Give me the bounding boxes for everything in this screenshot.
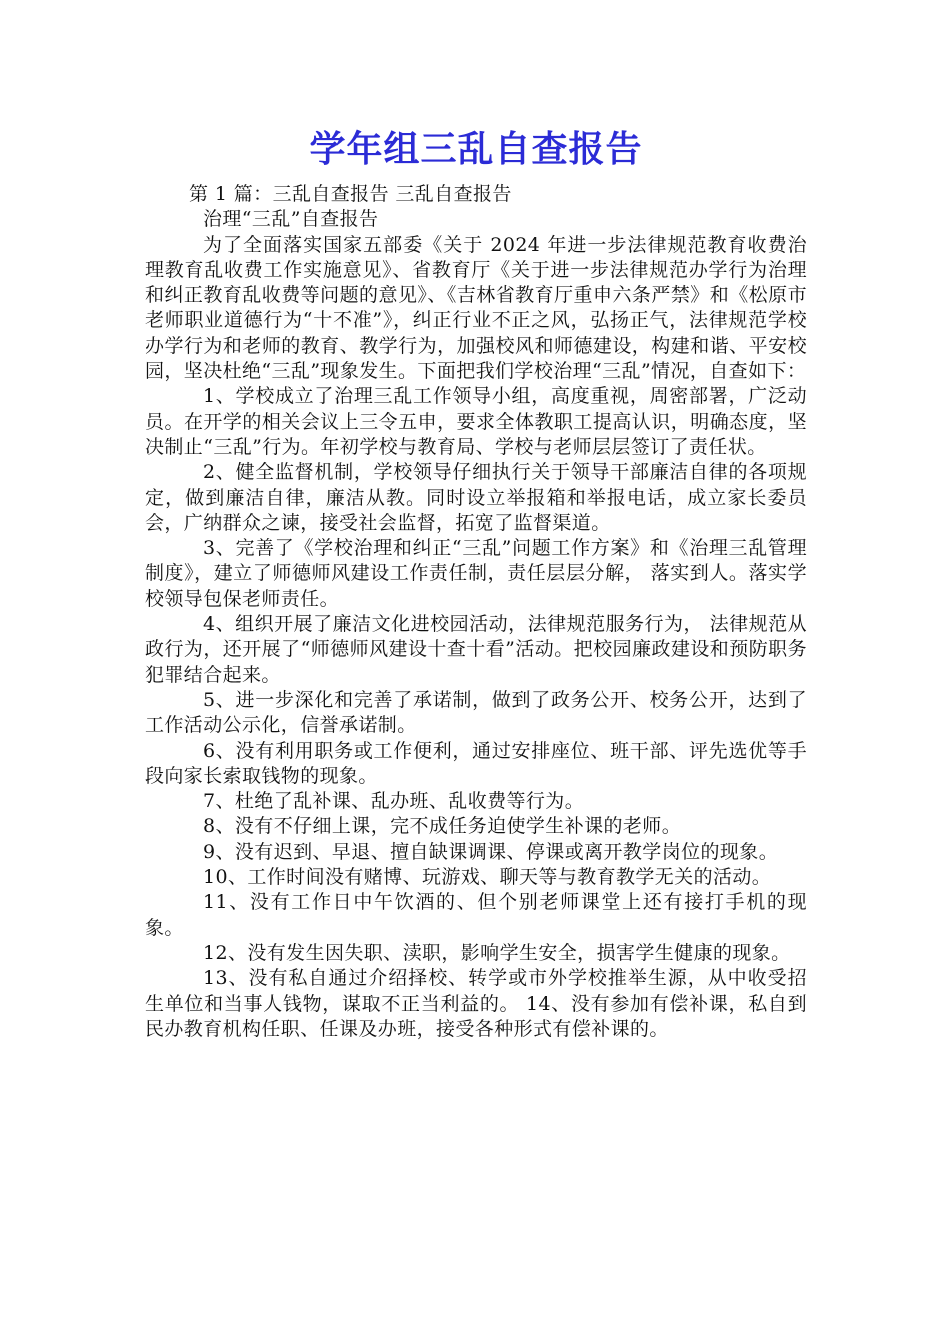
- list-item: 3、完善了《学校治理和纠正“三乱”问题工作方案》和《治理三乱管理制度》，建立了师德师风建设工作责任制，责任层层分解， 落实到人。落实学校领导包保老师责任。: [145, 537, 807, 610]
- list-item: 8、没有不仔细上课，完不成任务迫使学生补课的老师。: [203, 815, 682, 838]
- list-item: 9、没有迟到、早退、擅自缺课调课、停课或离开教学岗位的现象。: [203, 840, 779, 863]
- intro-paragraph: 为了全面落实国家五部委《关于 2024 年进一步法律规范教育收费治理教育乱收费工作实施意见》、省教育厅《关于进一步法律规范办学行为治理和纠正教育乱收费等问题的意见》、《吉林省教育厅重申六条严禁》和《松原市老师职业道德行为“十不准”》，纠正行业不正之风，弘扬正气，法律规范学校办学行为和老师的教育、教学行为，加强校风和师德建设，构建和谐、平安校园，坚决杜绝“三乱”现象发生。下面把我们学校治理“三乱”情况，自查如下：: [145, 233, 807, 383]
- list-item: 1、学校成立了治理三乱工作领导小组，高度重视，周密部署，广泛动员。在开学的相关会议上三令五申，要求全体教职工提高认识，明确态度，坚决制止“三乱”行为。年初学校与教育局、学校与老师层层签订了责任状。: [145, 385, 807, 458]
- list-item: 13、没有私自通过介绍择校、转学或市外学校推举生源，从中收受招生单位和当事人钱物，谋取不正当利益的。 14、没有参加有偿补课，私自到民办教育机构任职、任课及办班，接受各种形式有偿补课的。: [145, 967, 807, 1040]
- list-item: 6、没有利用职务或工作便利，通过安排座位、班干部、评先选优等手段向家长索取钱物的现象。: [145, 739, 807, 787]
- list-item: 7、杜绝了乱补课、乱办班、乱收费等行为。: [203, 790, 585, 813]
- list-item: 2、健全监督机制，学校领导仔细执行关于领导干部廉洁自律的各项规定，做到廉洁自律，廉洁从教。同时设立举报箱和举报电话，成立家长委员会，广纳群众之谏，接受社会监督，拓宽了监督渠道。: [145, 461, 807, 534]
- document-page: [145, 120, 807, 1042]
- document-title: 学年组三乱自查报告: [309, 129, 643, 170]
- list-item: 11、没有工作日中午饮酒的、但个别老师课堂上还有接打手机的现象。: [145, 891, 807, 939]
- document-subtitle: 第 1 篇：三乱自查报告 三乱自查报告: [189, 183, 512, 205]
- section-heading: 治理“三乱”自查报告: [203, 208, 379, 231]
- list-item: 4、组织开展了廉洁文化进校园活动，法律规范服务行为， 法律规范从政行为，还开展了“师德师风建设十查十看”活动。把校园廉政建设和预防职务犯罪结合起来。: [145, 613, 807, 686]
- list-item: 10、工作时间没有赌博、玩游戏、聊天等与教育教学无关的活动。: [203, 866, 772, 889]
- list-item: 12、没有发生因失职、渎职，影响学生安全，损害学生健康的现象。: [203, 941, 791, 964]
- list-item: 5、进一步深化和完善了承诺制，做到了政务公开、校务公开，达到了工作活动公示化，信誉承诺制。: [145, 688, 807, 737]
